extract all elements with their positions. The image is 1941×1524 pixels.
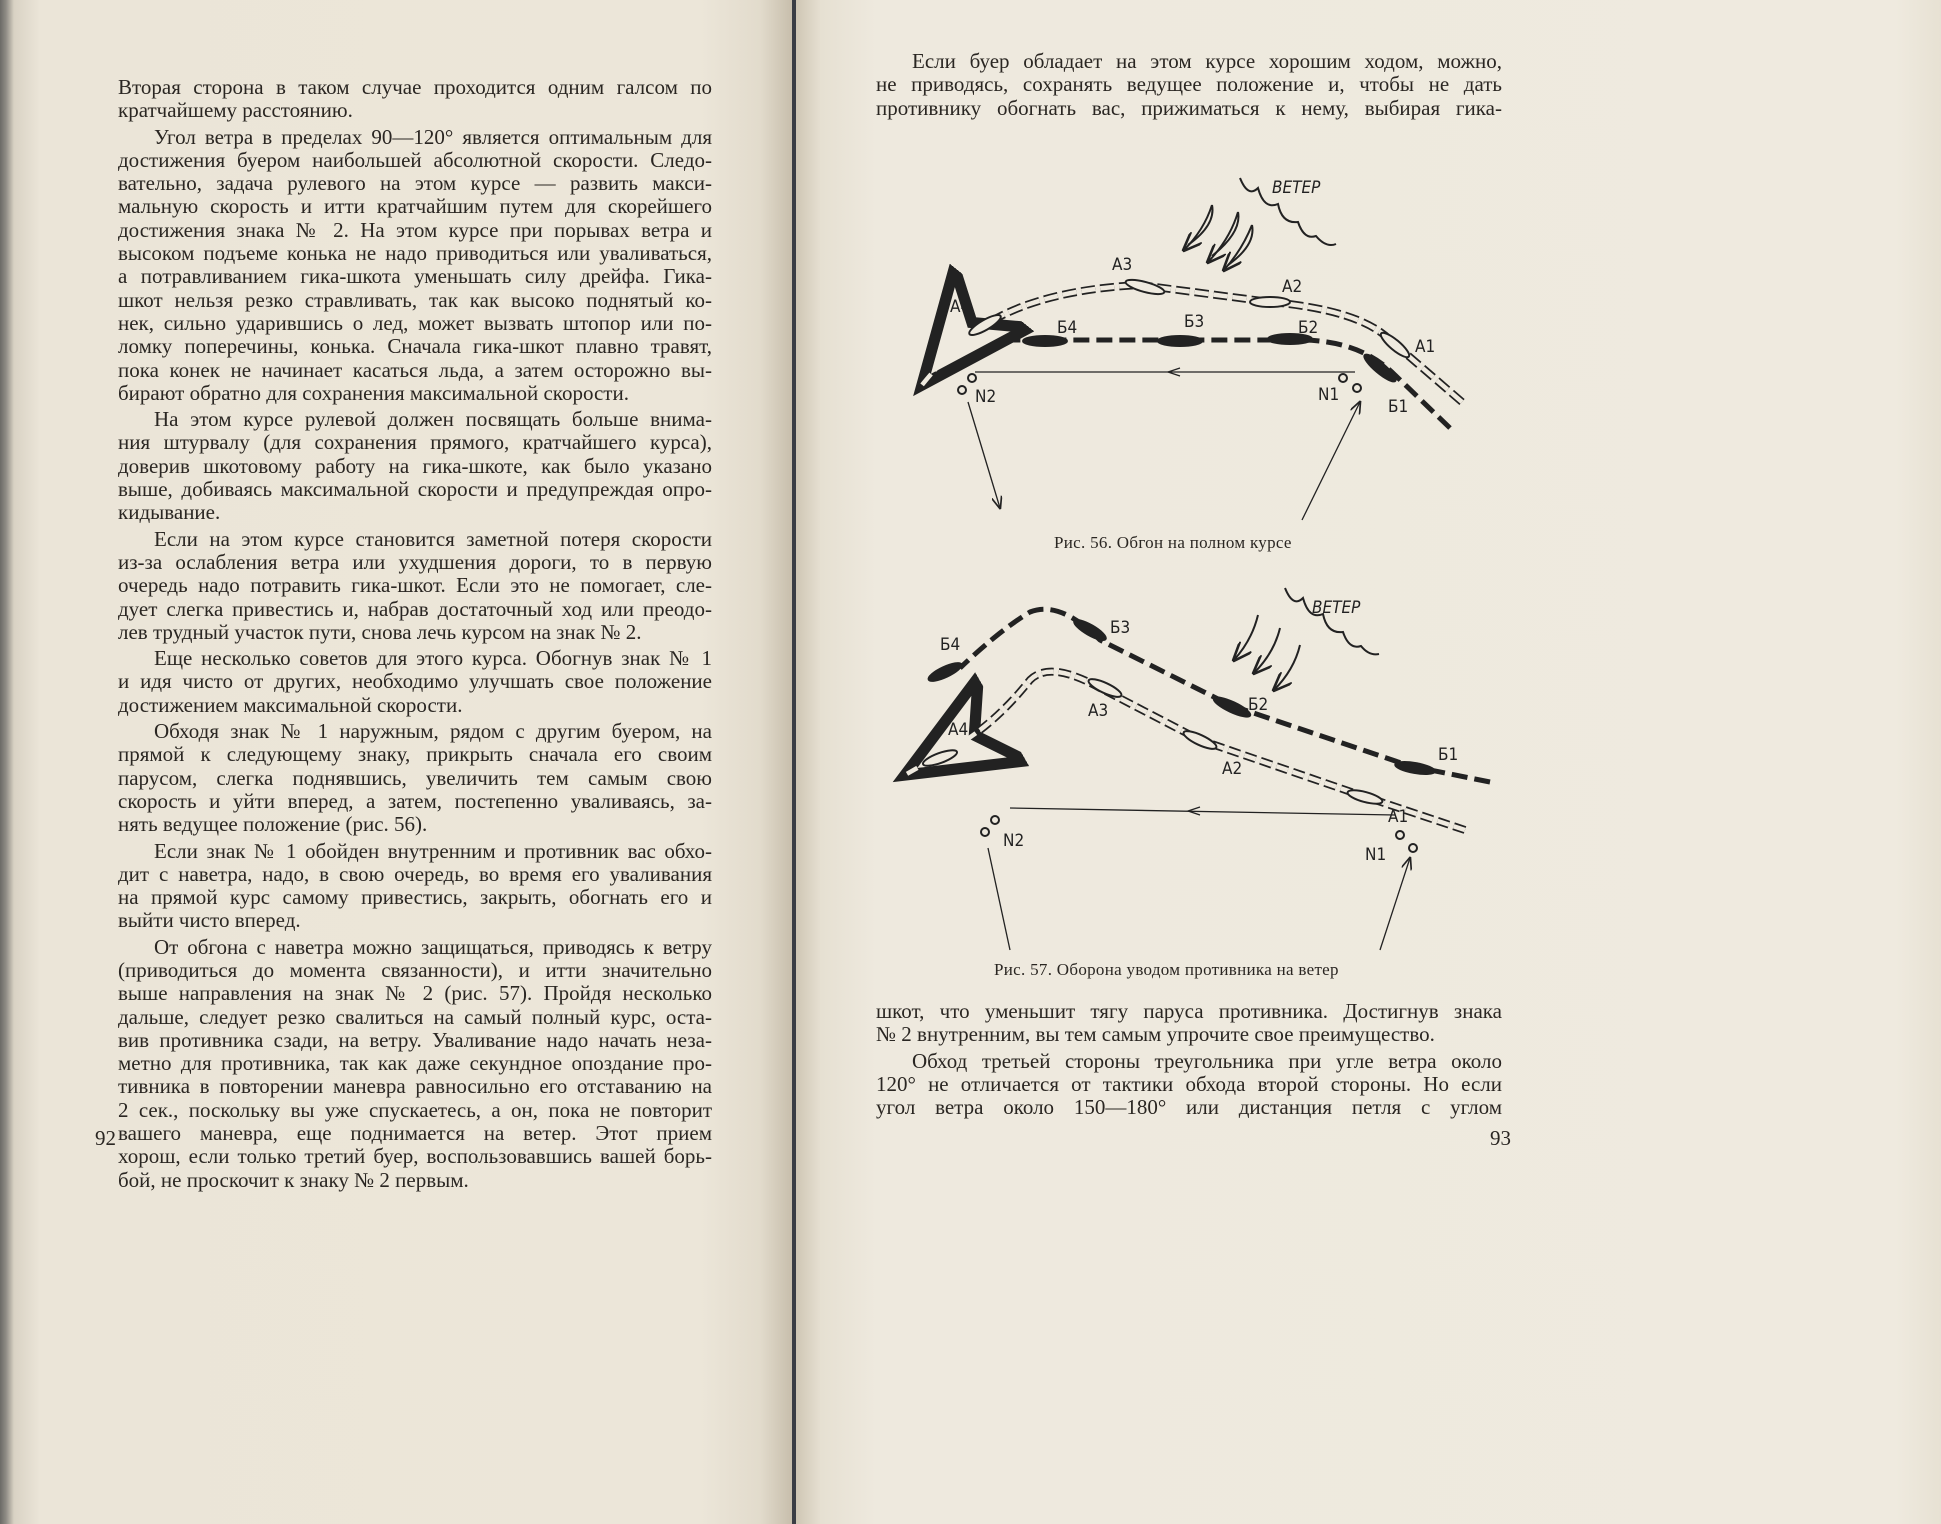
text-line: лев трудный участок пути, снова лечь курсом на знак № 2. bbox=[118, 619, 642, 644]
text-line: выше, добиваясь максимальной скорости и предупреждая опро- bbox=[118, 477, 712, 502]
label-b1: Б1 bbox=[1438, 745, 1459, 765]
wind-label: ВЕТЕР bbox=[1272, 178, 1321, 198]
text-line: очередь надо потравить гика-шкот. Если это не помогает, сле- bbox=[118, 573, 712, 598]
text-line: Еще несколько советов для этого курса. Обогнув знак № 1 bbox=[154, 646, 712, 671]
label-n1: N1 bbox=[1318, 385, 1340, 405]
text-line: Угол ветра в пределах 90—120° является оптимальным для bbox=[154, 124, 712, 149]
text-line: парусом, слегка поднявшись, увеличить тем самым свою bbox=[118, 765, 712, 790]
label-a3: А3 bbox=[1088, 701, 1109, 721]
label-a2: А2 bbox=[1222, 759, 1243, 779]
text-line: От обгона с наветра можно защищаться, приводясь к ветру bbox=[154, 934, 712, 959]
text-line: выше направления на знак № 2 (рис. 57). Пройдя несколько bbox=[118, 981, 712, 1006]
text-line: Если на этом курсе становится заметной потеря скорости bbox=[154, 526, 712, 551]
label-b1: Б1 bbox=[1388, 397, 1409, 417]
text-line: прямой к следующему знаку, прикрыть сначала его своим bbox=[118, 742, 712, 767]
figure-57 bbox=[905, 588, 1490, 950]
text-line: скорость и уйти вперед, а затем, постепенно уваливаясь, за- bbox=[118, 788, 712, 813]
label-b3: Б3 bbox=[1110, 618, 1131, 638]
course-line bbox=[1010, 808, 1395, 815]
text-line: бирают обратно для сохранения максимальной скорости. bbox=[118, 380, 629, 405]
text-line: метно для противника, так как даже секундное опоздание про- bbox=[118, 1051, 712, 1076]
text-line: Если буер обладает на этом курсе хорошим ходом, можно, bbox=[912, 49, 1502, 73]
wind-arrow-icons bbox=[1184, 205, 1253, 270]
text-line: дальше, следует резко свалиться на самый полный курс, оста- bbox=[118, 1004, 712, 1029]
text-line: нек, сильно ударившись о лед, может вызвать штопор или по- bbox=[118, 310, 712, 335]
text-line: нять ведущее положение (рис. 56). bbox=[118, 812, 428, 837]
mark-icons bbox=[958, 374, 1361, 394]
label-a2: А2 bbox=[1282, 277, 1303, 297]
text-line: и идя чисто от других, необходимо улучшать свое положение bbox=[118, 669, 712, 694]
text-line: 2 сек., поскольку вы уже спускаетесь, а он, пока не повторит bbox=[118, 1097, 712, 1122]
text-line: из-за ослабления ветра или ухудшения дороги, то в первую bbox=[118, 549, 712, 574]
text-line: пока конек не начинает касаться льда, а затем осторожно вы- bbox=[118, 357, 712, 382]
label-n2: N2 bbox=[1003, 831, 1025, 851]
page-number-left: 92 bbox=[95, 1126, 116, 1150]
paragraph bbox=[876, 1050, 1502, 1120]
text-line: № 2 внутренним, вы тем самым упрочите свое преимущество. bbox=[876, 1022, 1435, 1047]
text-line: а потравливанием гика-шкота уменьшать силу дрейфа. Гика- bbox=[118, 264, 712, 289]
text-line: кратчайшему расстоянию. bbox=[118, 98, 353, 123]
boat-a-track bbox=[905, 672, 1465, 830]
text-line: Обходя знак № 1 наружным, рядом с другим буером, на bbox=[154, 719, 712, 744]
right-page-bottom-text bbox=[876, 1000, 1502, 1122]
label-b4: Б4 bbox=[940, 635, 961, 655]
wind-arrow-icons bbox=[1234, 615, 1300, 690]
label-a3: А3 bbox=[1112, 255, 1133, 275]
label-b2: Б2 bbox=[1298, 318, 1319, 338]
text-line: бой, не проскочит к знаку № 2 первым. bbox=[118, 1167, 469, 1192]
label-a1: А1 bbox=[1415, 337, 1436, 357]
text-line: дит с наветра, надо, в свою очередь, во время его уваливания bbox=[118, 861, 712, 886]
right-page bbox=[796, 0, 1941, 1524]
paragraph bbox=[876, 1000, 1502, 1047]
text-line: Обход третьей стороны треугольника при угле ветра около bbox=[912, 1048, 1502, 1073]
text-line: кидывание. bbox=[118, 500, 221, 525]
label-a4: А4 bbox=[950, 297, 971, 317]
label-b2: Б2 bbox=[1248, 695, 1269, 715]
text-line: достижения знака № 2. На этом курсе при порывах ветра и bbox=[118, 217, 712, 242]
text-line: На этом курсе рулевой должен посвящать больше внима- bbox=[154, 407, 712, 432]
text-line: Вторая сторона в таком случае проходится одним галсом по bbox=[118, 75, 712, 99]
label-a4: А4 bbox=[948, 720, 969, 740]
text-line: хорош, если только третий буер, воспользовавшись вашей борь- bbox=[118, 1144, 712, 1169]
text-line: противнику обогнать вас, прижиматься к нему, выбирая гика- bbox=[876, 95, 1502, 120]
text-line: мальную скорость и итти кратчайшим путем для скорейшего bbox=[118, 194, 712, 219]
text-line: вашего маневра, еще поднимается на ветер. Этот прием bbox=[118, 1121, 712, 1146]
figure-57-caption: Рис. 57. Оборона уводом противника на ветер bbox=[994, 960, 1339, 979]
wind-label: ВЕТЕР bbox=[1312, 598, 1361, 618]
text-line: (приводиться до момента связанности), и итти значительно bbox=[118, 957, 712, 982]
text-line: ния штурвалу (для сохранения прямого, кратчайшего курса), bbox=[118, 430, 712, 455]
text-line: высоком подъеме конька не надо приводиться или уваливаться, bbox=[118, 241, 712, 266]
figure-56-caption: Рис. 56. Обгон на полном курсе bbox=[1054, 533, 1292, 552]
label-n1: N1 bbox=[1365, 845, 1387, 865]
text-line: ломку поперечины, конька. Сначала гика-шкот плавно травят, bbox=[118, 334, 712, 359]
text-line: шкот, что уменьшит тягу паруса противника. Достигнув знака bbox=[876, 999, 1502, 1023]
text-line: выйти чисто вперед. bbox=[118, 908, 301, 933]
boat-b-track bbox=[960, 609, 1490, 782]
label-b4: Б4 bbox=[1057, 318, 1078, 338]
label-n2: N2 bbox=[975, 387, 997, 407]
label-a1: А1 bbox=[1388, 807, 1409, 827]
text-line: доверив шкотовому работу на гика-шкоте, как было указано bbox=[118, 453, 712, 478]
boat-b-track bbox=[1000, 340, 1450, 428]
text-line: достижения буером наибольшей абсолютной скорости. Следо- bbox=[118, 147, 712, 172]
text-line: дует слегка привестись и, набрав достаточный ход или преодо- bbox=[118, 596, 712, 621]
text-line: достижением максимальной скорости. bbox=[118, 692, 463, 717]
text-line: 120° не отличается от тактики обхода второй стороны. Но если bbox=[876, 1071, 1502, 1096]
label-b3: Б3 bbox=[1184, 312, 1205, 332]
text-line: вательно, задача рулевого на этом курсе — развить макси- bbox=[118, 171, 712, 196]
page-number-right: 93 bbox=[1490, 1126, 1511, 1150]
text-line: не приводясь, сохранять ведущее положение и, чтобы не дать bbox=[876, 72, 1502, 97]
text-line: на прямой курс самому привестись, закрыть, обогнать его и bbox=[118, 885, 712, 910]
text-line: вив противника сзади, на ветру. Уваливание надо начать неза- bbox=[118, 1027, 712, 1052]
text-line: шкот нельзя резко стравливать, так как высоко поднятый ко- bbox=[118, 287, 712, 312]
mark-icons bbox=[981, 816, 1417, 852]
text-line: тивника в повторении маневра равносильно его отставанию на bbox=[118, 1074, 712, 1099]
figure-56 bbox=[922, 178, 1462, 520]
text-line: Если знак № 1 обойден внутренним и противник вас обхо- bbox=[154, 838, 712, 863]
text-line: угол ветра около 150—180° или дистанция петля с углом bbox=[876, 1095, 1502, 1120]
